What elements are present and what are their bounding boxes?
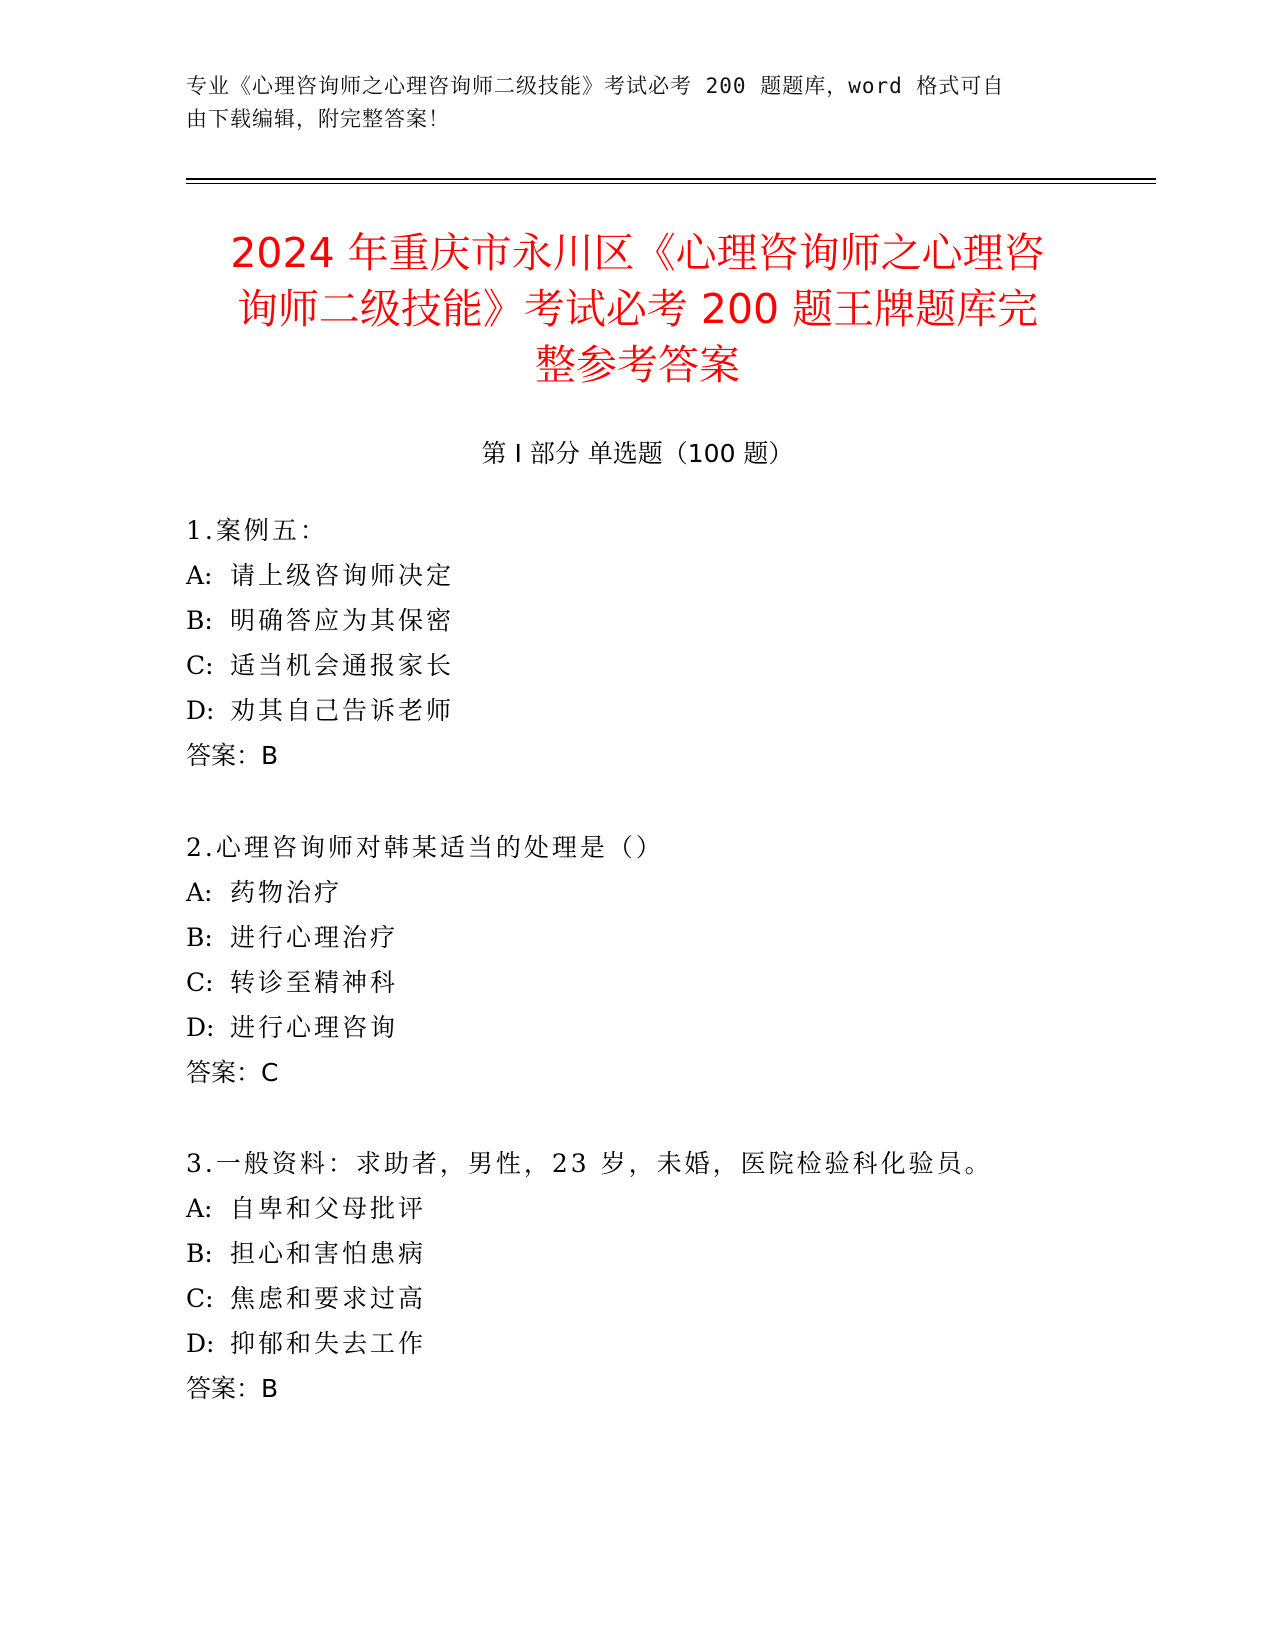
option-text: 明确答应为其保密 xyxy=(230,606,455,635)
answer-label: 答案：B xyxy=(186,1374,279,1403)
option-text: 进行心理咨询 xyxy=(230,1013,399,1042)
question-stem: 2.心理咨询师对韩某适当的处理是（） xyxy=(186,833,664,862)
option-text: 自卑和父母批评 xyxy=(230,1194,427,1223)
option-c xyxy=(186,1276,1166,1321)
option-key: C: xyxy=(186,968,214,997)
option-d xyxy=(186,1321,1166,1366)
header-note-line-1: 专业《心理咨询师之心理咨询师二级技能》考试必考 200 题题库，word 格式可自 xyxy=(186,74,1005,98)
option-key: B: xyxy=(186,606,213,635)
option-text: 转诊至精神科 xyxy=(230,968,399,997)
option-key: C: xyxy=(186,1284,214,1313)
option-key: A: xyxy=(186,1194,213,1223)
option-a xyxy=(186,870,1166,915)
option-text: 劝其自己告诉老师 xyxy=(230,696,455,725)
option-key: D: xyxy=(186,1329,215,1358)
option-b xyxy=(186,598,1166,643)
section-title: 第 I 部分 单选题（100 题） xyxy=(481,439,794,468)
document-title-line-1: 2024 年重庆市永川区《心理咨询师之心理咨 xyxy=(230,229,1045,277)
option-a xyxy=(186,1186,1166,1231)
option-key: D: xyxy=(186,1013,215,1042)
option-d xyxy=(186,1005,1166,1050)
header-divider-thick xyxy=(186,178,1156,180)
document-title-line-2: 询师二级技能》考试必考 200 题王牌题库完 xyxy=(236,285,1039,333)
question-3 xyxy=(186,1141,1166,1411)
question-2 xyxy=(186,825,1166,1095)
option-c xyxy=(186,643,1166,688)
option-text: 抑郁和失去工作 xyxy=(230,1329,427,1358)
option-c xyxy=(186,960,1166,1005)
option-a xyxy=(186,553,1166,598)
question-1 xyxy=(186,508,1166,778)
option-key: D: xyxy=(186,696,215,725)
option-text: 药物治疗 xyxy=(230,878,343,907)
question-stem: 3.一般资料：求助者，男性，23 岁，未婚，医院检验科化验员。 xyxy=(186,1149,993,1178)
option-key: A: xyxy=(186,561,213,590)
option-text: 适当机会通报家长 xyxy=(230,651,455,680)
option-b xyxy=(186,1231,1166,1276)
document-title xyxy=(150,225,1125,393)
option-key: B: xyxy=(186,923,213,952)
option-text: 请上级咨询师决定 xyxy=(230,561,455,590)
answer-label: 答案：C xyxy=(186,1058,279,1087)
header-divider-thin xyxy=(186,183,1156,184)
option-key: B: xyxy=(186,1239,213,1268)
option-key: C: xyxy=(186,651,214,680)
option-d xyxy=(186,688,1166,733)
header-note-line-2: 由下载编辑，附完整答案！ xyxy=(186,107,450,131)
option-text: 担心和害怕患病 xyxy=(230,1239,427,1268)
question-stem: 1.案例五： xyxy=(186,516,328,545)
document-title-line-3: 整参考答案 xyxy=(535,341,740,389)
option-text: 进行心理治疗 xyxy=(230,923,399,952)
option-key: A: xyxy=(186,878,213,907)
option-b xyxy=(186,915,1166,960)
option-text: 焦虑和要求过高 xyxy=(230,1284,427,1313)
header-note xyxy=(186,70,1086,136)
answer-label: 答案：B xyxy=(186,741,279,770)
